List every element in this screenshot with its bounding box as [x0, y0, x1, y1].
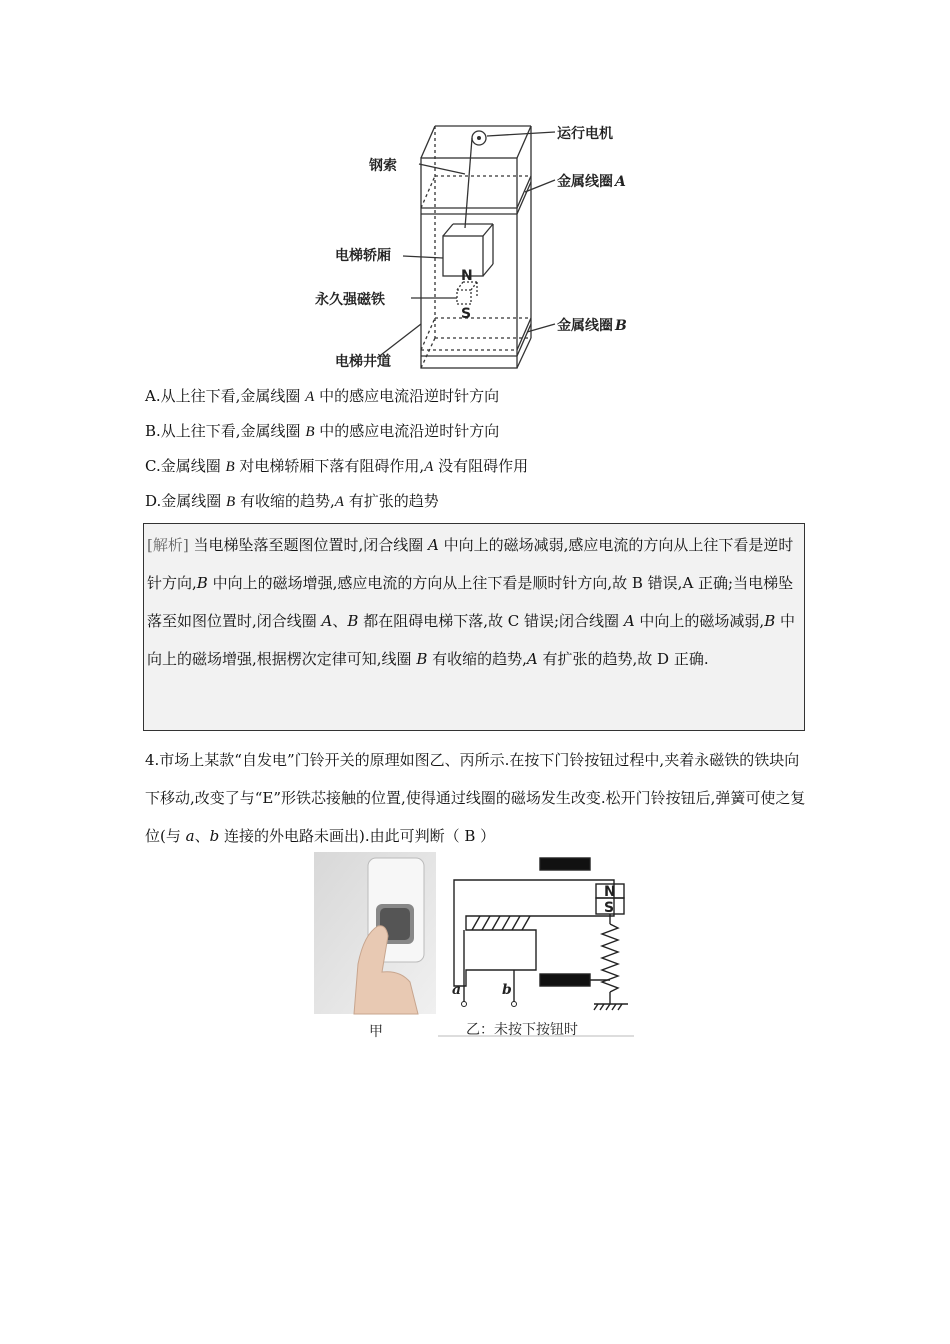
- option-b: B.从上往下看,金属线圈 B 中的感应电流沿逆时针方向: [145, 422, 500, 440]
- car-label: 电梯轿厢: [335, 248, 391, 264]
- pole-s-label: S: [461, 306, 472, 322]
- terminal-b-label: b: [502, 982, 512, 998]
- caption-left: 甲: [369, 1024, 383, 1040]
- doorbell-figure: [314, 852, 640, 1042]
- doorbell-pole-s: S: [604, 900, 615, 916]
- coil-b-letter: B: [615, 318, 627, 334]
- analysis-box: [143, 523, 805, 731]
- pole-n-label: N: [461, 268, 473, 284]
- option-a: A.从上往下看,金属线圈 A 中的感应电流沿逆时针方向: [145, 387, 500, 405]
- analysis-body: 当电梯坠落至题图位置时,闭合线圈 A 中向上的磁场减弱,感应电流的方向从上往下看是逆时针方向,B 中向上的磁场增强,感应电流的方向从上往下看是顺时针方向,故 B 错误,A 正确;当电梯坠落至如图位置时,闭合线圈 A、B 都在阻碍电梯下落,故 C 错误;闭合线圈 A 中向上的磁场减弱,B 中向上的磁场增强,根据楞次定律可知,线圈 B 有收缩的趋势,A 有扩张的趋势,故 D 正确.: [147, 536, 796, 668]
- option-d: D.金属线圈 B 有收缩的趋势,A 有扩张的趋势: [145, 492, 439, 510]
- terminal-a-label: a: [452, 982, 462, 998]
- magnet-label: 永久强磁铁: [315, 292, 385, 308]
- shaft-label: 电梯井道: [335, 354, 391, 370]
- option-c: C.金属线圈 B 对电梯轿厢下落有阻碍作用,A 没有阻碍作用: [145, 457, 529, 475]
- coil-a-letter: A: [615, 174, 626, 190]
- caption-right: 乙：未按下按钮时: [466, 1022, 578, 1038]
- motor-label: 运行电机: [557, 126, 613, 142]
- elevator-diagram: [315, 118, 635, 372]
- coil-a-label: 金属线圈: [557, 174, 613, 190]
- doorbell-pole-n: N: [604, 884, 616, 900]
- question-4-text: 4.市场上某款“自发电”门铃开关的原理如图乙、丙所示.在按下门铃按钮过程中,夹着永磁铁的铁块向下移动,改变了与“E”形铁芯接触的位置,使得通过线圈的磁场发生改变.松开门铃按钮后,弹簧可使之复位(与 a、b 连接的外电路未画出).由此可判断（ B ）: [145, 751, 806, 845]
- cable-label: 钢索: [369, 158, 397, 174]
- coil-b-label: 金属线圈: [557, 318, 613, 334]
- analysis-tag: [解析]: [147, 536, 189, 554]
